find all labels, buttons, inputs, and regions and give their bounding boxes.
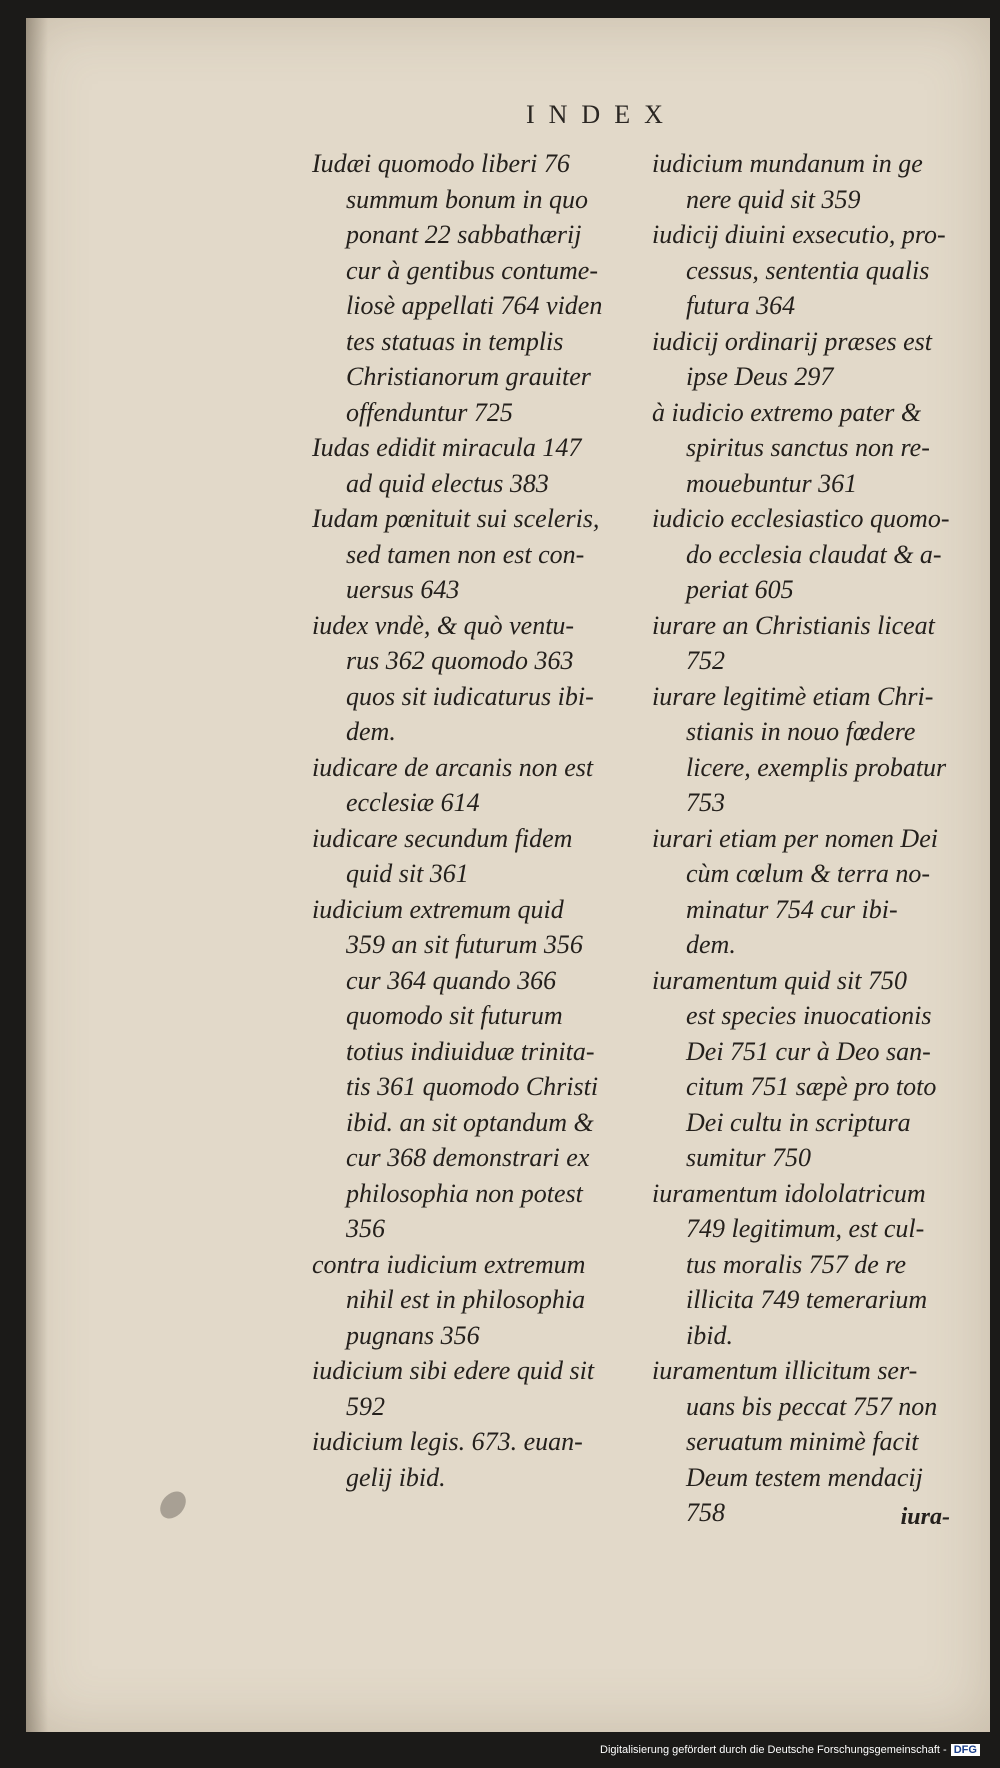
index-line: periat 605 xyxy=(686,575,794,604)
index-line: 758 xyxy=(686,1498,725,1527)
index-line: iuramentum idololatricum xyxy=(652,1178,926,1208)
index-line: sumitur 750 xyxy=(686,1143,811,1172)
running-head: INDEX xyxy=(526,100,677,129)
index-line: dem. xyxy=(686,930,736,959)
index-line: Iudas edidit miracula 147 xyxy=(312,433,582,462)
index-line: Dei 751 cur à Deo san- xyxy=(686,1036,931,1066)
index-line: 592 xyxy=(346,1391,385,1421)
index-line: ecclesiæ 614 xyxy=(346,788,480,817)
index-line: cùm cœlum & terra no- xyxy=(686,859,931,888)
index-line: 749 legitimum, est cul- xyxy=(686,1214,925,1243)
index-line: quid sit 361 xyxy=(346,859,469,888)
index-line: iudicium extremum quid xyxy=(312,894,564,924)
index-line: Christianorum grauiter xyxy=(346,362,591,391)
index-line: licere, exemplis probatur xyxy=(686,752,947,782)
index-line: summum bonum in quo xyxy=(346,184,588,214)
index-line: iurari etiam per nomen Dei xyxy=(652,823,938,853)
index-line: quos sit iudicaturus ibi- xyxy=(346,681,594,711)
index-line: uersus 643 xyxy=(346,575,460,604)
index-column-left xyxy=(312,146,652,1495)
index-column-right xyxy=(652,146,992,1531)
index-line: cessus, sententia qualis xyxy=(686,255,930,285)
index-line: iurare legitimè etiam Chri- xyxy=(652,681,934,711)
index-line: philosophia non potest xyxy=(346,1178,583,1208)
index-line: iudicio ecclesiastico quomo- xyxy=(652,504,950,533)
index-line: ponant 22 sabbathærij xyxy=(346,220,582,249)
index-line: 753 xyxy=(686,788,725,817)
index-line: pugnans 356 xyxy=(346,1320,480,1350)
index-line: tis 361 quomodo Christi xyxy=(346,1072,599,1101)
index-line: dem. xyxy=(346,717,396,746)
index-line: iudicium sibi edere quid sit xyxy=(312,1356,595,1385)
index-line: seruatum minimè facit xyxy=(686,1427,919,1456)
index-line: iuramentum quid sit 750 xyxy=(652,965,907,995)
dfg-logo: DFG xyxy=(951,1744,980,1756)
index-line: iudicium legis. 673. euan- xyxy=(312,1427,583,1456)
index-line: Iudæi quomodo liberi 76 xyxy=(312,149,570,178)
index-line: uans bis peccat 757 non xyxy=(686,1391,938,1421)
index-line: Iudam pœnituit sui sceleris, xyxy=(312,504,600,533)
index-line: iuramentum illicitum ser- xyxy=(652,1356,918,1385)
index-line: iudicare de arcanis non est xyxy=(312,752,594,782)
index-line: iurare an Christianis liceat xyxy=(652,610,935,640)
index-line: tus moralis 757 de re xyxy=(686,1249,907,1279)
index-line: citum 751 sæpè pro toto xyxy=(686,1072,937,1101)
index-line: ad quid electus 383 xyxy=(346,468,549,498)
index-line: futura 364 xyxy=(686,291,796,320)
index-line: nere quid sit 359 xyxy=(686,184,861,214)
index-line: spiritus sanctus non re- xyxy=(686,433,930,462)
index-line: cur à gentibus contume- xyxy=(346,255,599,285)
index-line: 359 an sit futurum 356 xyxy=(346,930,583,959)
index-line: mouebuntur 361 xyxy=(686,468,858,498)
index-line: Deum testem mendacij xyxy=(686,1462,923,1492)
index-line: ipse Deus 297 xyxy=(686,362,834,391)
index-line: rus 362 quomodo 363 xyxy=(346,646,574,675)
catchword: iura- xyxy=(900,1504,950,1530)
index-line: 356 xyxy=(346,1214,385,1243)
index-line: totius indiuiduæ trinita- xyxy=(346,1036,595,1066)
index-line: illicita 749 temerarium xyxy=(686,1285,928,1314)
index-line: à iudicio extremo pater & xyxy=(652,397,922,427)
index-line: ibid. xyxy=(686,1320,733,1350)
index-line: Dei cultu in scriptura xyxy=(686,1107,911,1137)
footer-text: Digitalisierung gefördert durch die Deutsche Forschungsgemeinschaft - xyxy=(600,1744,947,1756)
index-line: 752 xyxy=(686,646,725,675)
index-line: est species inuocationis xyxy=(686,1001,932,1030)
index-line: iudicare secundum fidem xyxy=(312,823,573,853)
index-line: iudex vndè, & quò ventu- xyxy=(312,610,575,640)
index-line: cur 368 demonstrari ex xyxy=(346,1143,590,1172)
book-page xyxy=(26,18,990,1732)
index-line: liosè appellati 764 viden xyxy=(346,291,603,320)
index-line: ibid. an sit optandum & xyxy=(346,1107,594,1137)
index-line: sed tamen non est con- xyxy=(346,539,585,569)
digitization-footer xyxy=(600,1744,980,1756)
index-line: do ecclesia claudat & a- xyxy=(686,539,942,569)
index-line: tes statuas in templis xyxy=(346,326,564,356)
index-line: nihil est in philosophia xyxy=(346,1285,586,1314)
index-line: iudicij diuini exsecutio, pro- xyxy=(652,220,946,249)
index-line: offenduntur 725 xyxy=(346,397,513,427)
index-line: contra iudicium extremum xyxy=(312,1249,586,1279)
ink-smudge xyxy=(155,1486,191,1523)
index-line: stianis in nouo fœdere xyxy=(686,717,916,746)
index-line: minatur 754 cur ibi- xyxy=(686,894,898,924)
page-gutter-shadow xyxy=(26,18,48,1732)
index-line: gelij ibid. xyxy=(346,1462,446,1492)
index-line: quomodo sit futurum xyxy=(346,1001,563,1030)
index-line: iudicij ordinarij præses est xyxy=(652,326,932,356)
index-line: iudicium mundanum in ge xyxy=(652,149,923,178)
index-line: cur 364 quando 366 xyxy=(346,965,557,995)
